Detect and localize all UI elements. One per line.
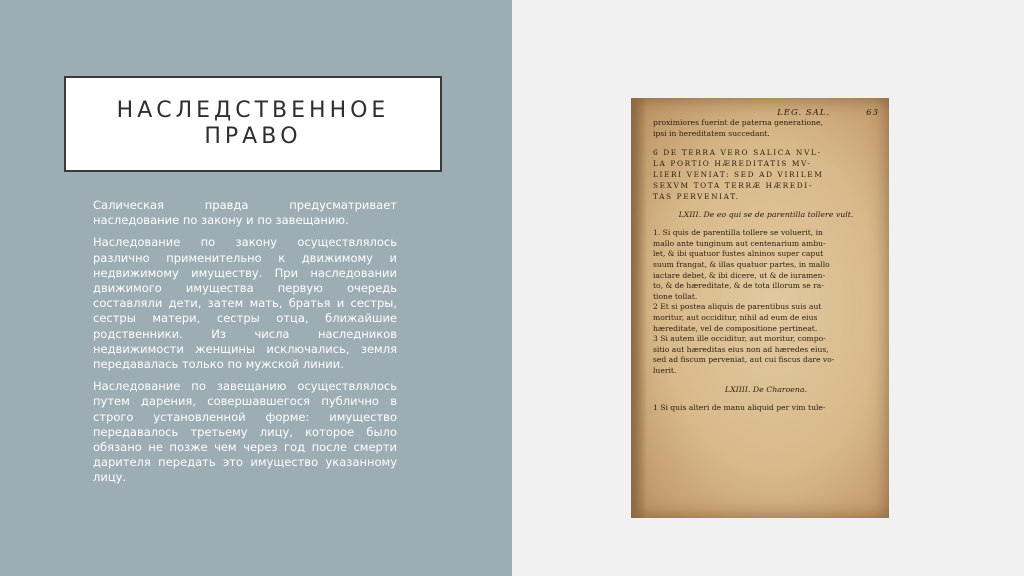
paragraph: Наследование по завещанию осуществлялось путем дарения, совершавшегося публично в строго установленной форме: имущество передавалось третьему лицу, которое было обязано не позже чем через год после смерти дарителя передать это имущество указанному лицу.	[93, 379, 397, 485]
text-line: proximiores fuerint de paterna generatione,	[653, 118, 823, 127]
title-box	[64, 76, 442, 172]
text-line: sed ad fiscum perveniat, aut cui fiscus dare vo-	[653, 355, 835, 365]
caps-line: 6 DE TERRA VERO SALICA NVL-	[653, 148, 822, 158]
text-line: moritur, aut occiditur, nihil ad eum de eius	[653, 312, 818, 322]
text-line: luerit.	[653, 365, 677, 375]
caps-line: LIERI VENIAT: SED AD VIRILEM	[653, 170, 824, 180]
text-line: suum frangat, & illas quatuor partes, in mallo	[653, 259, 830, 269]
paragraph: Наследование по закону осуществлялось различно применительно к движимому и недвижимому имуществу. При наследовании движимого имущества первую очередь составляли дети, затем мать, братья и сестры, сестры матери, сестры отца, ближайшие родственники. Из числа наследников недвижимости женщины исключались, земля передавалась только по мужской линии.	[93, 235, 397, 372]
text-line: hæreditate, vel de compositione pertineat.	[653, 323, 818, 333]
text-line: iactare debet, & ibi dicere, ut & de iuramen-	[653, 270, 826, 280]
text-line: 3 Si autem ille occiditur, aut moritur, compo-	[653, 334, 826, 344]
text-line: 1 Si quis alteri de manu aliquid per vim tule-	[653, 402, 826, 412]
section-heading: LXIII. De eo qui se de parentilla tollere vult.	[678, 210, 854, 220]
caps-line: LA PORTIO HÆREDITATIS MV-	[653, 159, 812, 169]
text-line: 2 Et si postea aliquis de parentibus suis aut	[653, 302, 822, 312]
manuscript-image	[631, 98, 889, 518]
text-line: to, & de hæreditate, & de tota illorum se ra-	[653, 281, 824, 291]
text-line: 1. Si quis de parentilla tollere se voluerit, in	[653, 228, 823, 238]
running-head: LEG. SAL.	[777, 108, 831, 118]
slide-title: НАСЛЕДСТВЕННОЕ ПРАВО	[116, 98, 390, 149]
text-line: tione tollat.	[653, 291, 698, 301]
text-line: sitio aut hæreditas eius non ad hæredes eius,	[653, 344, 829, 354]
paragraph: Салическая правда предусматривает наследование по закону и по завещанию.	[93, 198, 397, 228]
page-header	[653, 108, 879, 118]
text-line: mallo ante tunginum aut centenarium ambu-	[653, 238, 826, 248]
page-gutter	[631, 98, 647, 518]
manuscript-text	[653, 108, 879, 413]
body-text	[93, 198, 397, 493]
caps-line: SEXVM TOTA TERRÆ HÆREDI-	[653, 181, 813, 191]
section-heading: LXIIII. De Charoena.	[724, 384, 808, 394]
page-number: 63	[866, 108, 879, 118]
text-line: let, & ibi quatuor fustes alninos super caput	[653, 249, 824, 259]
caps-line: TAS PERVENIAT.	[653, 192, 740, 202]
text-line: ipsi in hereditatem succedant.	[653, 128, 770, 138]
